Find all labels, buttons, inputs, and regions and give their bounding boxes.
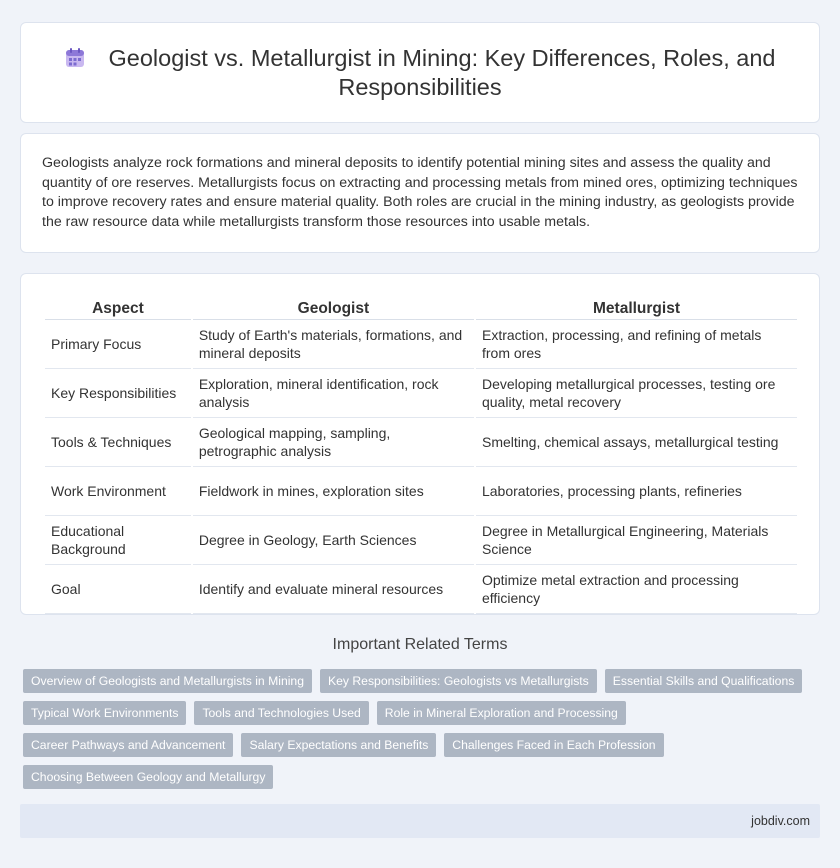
header-geologist: Geologist (193, 298, 474, 320)
cell-geologist: Exploration, mineral identification, rock analysis (193, 369, 474, 418)
header-metallurgist: Metallurgist (476, 298, 797, 320)
tag-link[interactable]: Typical Work Environments (23, 701, 186, 725)
cell-aspect: Educational Background (45, 516, 191, 565)
cell-aspect: Work Environment (45, 467, 191, 516)
related-terms-tags (23, 669, 803, 797)
cell-geologist: Degree in Geology, Earth Sciences (193, 516, 474, 565)
tag-row (23, 765, 803, 789)
cell-metallurgist: Laboratories, processing plants, refineries (476, 467, 797, 516)
table-header-row (45, 298, 797, 320)
table-row (45, 565, 797, 614)
cell-geologist: Fieldwork in mines, exploration sites (193, 467, 474, 516)
intro-card (20, 133, 820, 253)
related-terms-title: Important Related Terms (332, 636, 508, 653)
tag-link[interactable]: Essential Skills and Qualifications (605, 669, 803, 693)
tag-link[interactable]: Career Pathways and Advancement (23, 733, 233, 757)
table-row (45, 516, 797, 565)
table-row (45, 369, 797, 418)
header-aspect: Aspect (45, 298, 191, 320)
tag-link[interactable]: Overview of Geologists and Metallurgists in Mining (23, 669, 312, 693)
table-row (45, 320, 797, 369)
comparison-table (43, 298, 799, 614)
footer (20, 804, 820, 838)
table-row (45, 418, 797, 467)
cell-metallurgist: Extraction, processing, and refining of metals from ores (476, 320, 797, 369)
tag-row (23, 701, 803, 725)
cell-aspect: Primary Focus (45, 320, 191, 369)
table-row (45, 467, 797, 516)
page-title-text: Geologist vs. Metallurgist in Mining: Key Differences, Roles, and Responsibilities (108, 44, 776, 100)
calendar-icon (64, 47, 86, 69)
cell-metallurgist: Smelting, chemical assays, metallurgical testing (476, 418, 797, 467)
tag-link[interactable]: Choosing Between Geology and Metallurgy (23, 765, 273, 789)
cell-aspect: Tools & Techniques (45, 418, 191, 467)
tag-link[interactable]: Tools and Technologies Used (194, 701, 368, 725)
cell-geologist: Identify and evaluate mineral resources (193, 565, 474, 614)
tag-link[interactable]: Key Responsibilities: Geologists vs Metallurgists (320, 669, 597, 693)
header-card (20, 22, 820, 123)
comparison-card (20, 273, 820, 615)
cell-geologist: Geological mapping, sampling, petrographic analysis (193, 418, 474, 467)
cell-aspect: Goal (45, 565, 191, 614)
cell-aspect: Key Responsibilities (45, 369, 191, 418)
cell-metallurgist: Optimize metal extraction and processing efficiency (476, 565, 797, 614)
tag-link[interactable]: Challenges Faced in Each Profession (444, 733, 663, 757)
intro-paragraph: Geologists analyze rock formations and mineral deposits to identify potential mining sites and assess the quality and quantity of ore reserves. Metallurgists focus on extracting and processing metals from mined ores, optimizing techniques to improve recovery rates and ensure material quality. Both roles are crucial in the mining industry, as geologists provide the raw resource data while metallurgists transform those resources into usable metals. (42, 155, 798, 230)
tag-row (23, 733, 803, 757)
page-title (61, 44, 779, 102)
cell-geologist: Study of Earth's materials, formations, and mineral deposits (193, 320, 474, 369)
footer-site-link[interactable]: jobdiv.com (751, 814, 810, 828)
cell-metallurgist: Developing metallurgical processes, testing ore quality, metal recovery (476, 369, 797, 418)
tag-link[interactable]: Role in Mineral Exploration and Processing (377, 701, 626, 725)
cell-metallurgist: Degree in Metallurgical Engineering, Materials Science (476, 516, 797, 565)
tag-link[interactable]: Salary Expectations and Benefits (241, 733, 436, 757)
tag-row (23, 669, 803, 693)
